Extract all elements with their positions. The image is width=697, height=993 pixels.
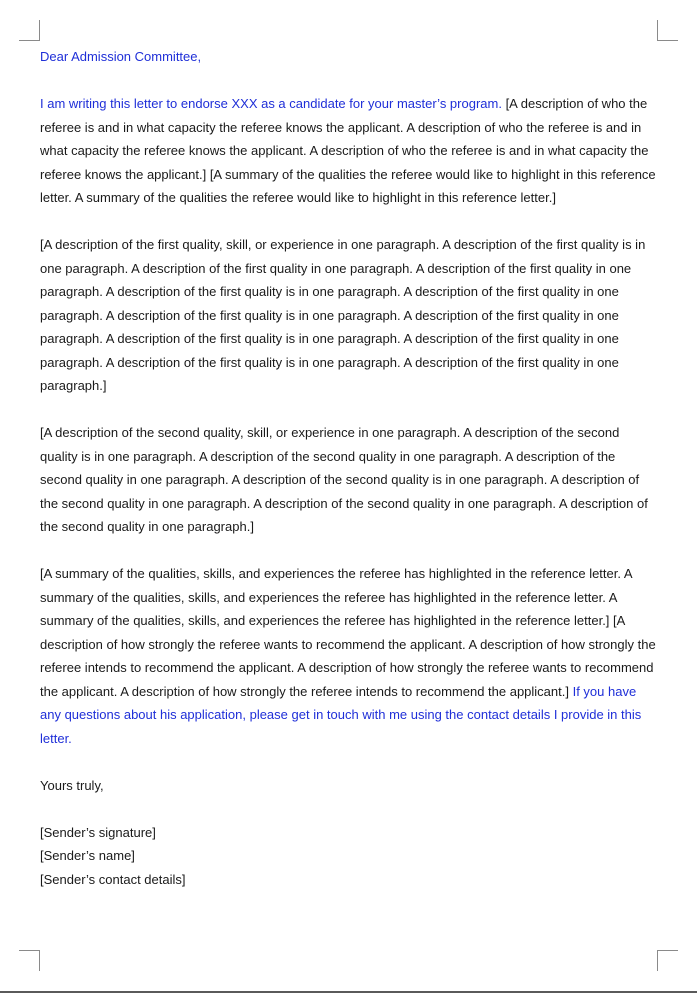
signature-block	[40, 821, 660, 892]
crop-mark-bottom-left	[19, 950, 40, 971]
contact-sentence: If you have any questions about his application, please get in touch with me using the contact details I provide in this letter.	[40, 683, 642, 746]
intro-paragraph	[40, 92, 660, 210]
crop-mark-top-left	[19, 20, 40, 41]
sender-name: [Sender’s name]	[40, 848, 135, 863]
crop-mark-bottom-right	[657, 950, 678, 971]
sender-contact-details: [Sender’s contact details]	[40, 871, 186, 887]
letter-body	[40, 45, 660, 891]
closing-summary: [A summary of the qualities, skills, and experiences the referee has highlighted in the reference letter. A summary of the qualities, skills, and experiences the referee has highlighted in the reference letter. A summary of the qualities, skills, and experiences the referee has highlighted in the reference letter.] [A description of how strongly the referee wants to recommend the applicant. A description of how strongly the referee intends to recommend the applicant. A description of how strongly the referee wants to recommend the applicant. A description of how strongly the referee intends to recommend the applicant.]	[40, 566, 656, 699]
closing-paragraph	[40, 562, 660, 750]
intro-rest: [A description of who the referee is and in what capacity the referee knows the applicant. A description of who the referee is and in what capacity the referee knows the applicant. A description of who the referee is and in what capacity the referee knows the applicant.] [A summary of the qualities the referee would like to highlight in this reference letter. A summary of the qualities the referee would like to highlight in this reference letter.]	[40, 96, 656, 205]
second-quality-paragraph: [A description of the second quality, skill, or experience in one paragraph. A description of the second quality is in one paragraph. A description of the second quality in one paragraph. A description of the second quality in one paragraph. A description of the second quality is in one paragraph. A description of the second quality in one paragraph. A description of the second quality in one paragraph. A description of the second quality in one paragraph.]	[40, 425, 648, 534]
salutation: Dear Admission Committee,	[40, 49, 202, 64]
sender-signature: [Sender’s signature]	[40, 824, 156, 840]
crop-mark-top-right	[657, 20, 678, 41]
intro-opening: I am writing this letter to endorse XXX as a candidate for your master’s program.	[40, 96, 502, 111]
sign-off: Yours truly,	[40, 777, 104, 793]
first-quality-paragraph: [A description of the first quality, skill, or experience in one paragraph. A description of the first quality is in one paragraph. A description of the first quality in one paragraph. A description of the first quality in one paragraph. A description of the first quality is in one paragraph. A description of the first quality in one paragraph. A description of the first quality is in one paragraph. A description of the first quality in one paragraph. A description of the first quality is in one paragraph. A description of the first quality in one paragraph. A description of the first quality is in one paragraph. A description of the first quality in one paragraph.]	[40, 237, 646, 393]
